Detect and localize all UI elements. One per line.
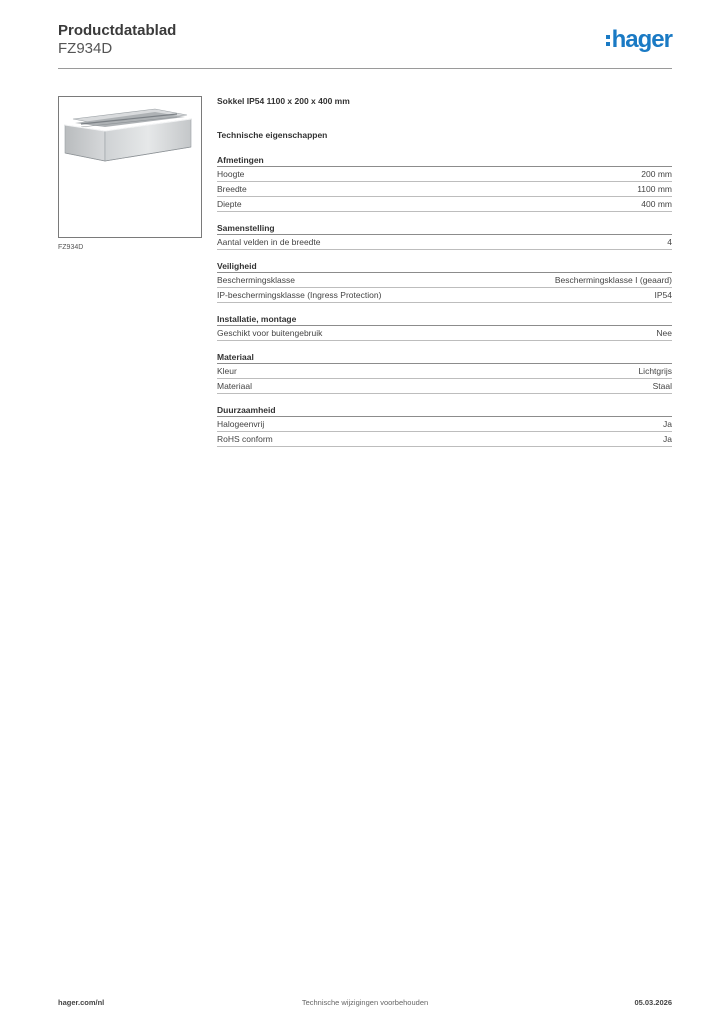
property-row <box>217 364 672 379</box>
page-footer <box>58 998 672 1010</box>
property-label: Geschikt voor buitengebruik <box>217 328 323 338</box>
property-group <box>217 260 672 303</box>
property-value: Ja <box>663 419 672 429</box>
property-group <box>217 404 672 447</box>
property-group <box>217 154 672 212</box>
properties-list <box>217 154 672 447</box>
group-title: Veiligheid <box>217 260 672 273</box>
property-label: Kleur <box>217 366 237 376</box>
property-label: Hoogte <box>217 169 245 179</box>
image-caption: FZ934D <box>58 244 84 251</box>
property-group <box>217 222 672 250</box>
group-title: Materiaal <box>217 351 672 364</box>
page-title: Productdatablad <box>58 22 177 39</box>
group-title: Installatie, montage <box>217 313 672 326</box>
group-title: Samenstelling <box>217 222 672 235</box>
property-row <box>217 182 672 197</box>
property-row <box>217 288 672 303</box>
property-value: 1100 mm <box>637 184 672 194</box>
property-label: Aantal velden in de breedte <box>217 237 321 247</box>
property-value: Beschermingsklasse I (geaard) <box>554 275 672 285</box>
property-label: RoHS conform <box>217 434 273 444</box>
property-row <box>217 235 672 250</box>
group-title: Afmetingen <box>217 154 672 167</box>
property-row <box>217 379 672 394</box>
property-row <box>217 273 672 288</box>
property-value: Lichtgrijs <box>638 366 672 376</box>
property-group <box>217 313 672 341</box>
header-divider <box>58 68 672 69</box>
property-group <box>217 351 672 394</box>
property-label: Halogeenvrij <box>217 419 265 429</box>
property-row <box>217 197 672 212</box>
property-value: 4 <box>667 237 672 247</box>
logo-dots-icon <box>606 35 610 46</box>
property-value: 200 mm <box>641 169 672 179</box>
page-header <box>58 22 672 69</box>
property-value: Ja <box>663 434 672 444</box>
section-title: Technische eigenschappen <box>217 130 328 140</box>
property-label: Diepte <box>217 199 242 209</box>
hager-logo[interactable] <box>606 28 672 52</box>
property-value: IP54 <box>654 290 672 300</box>
product-name: Sokkel IP54 1100 x 200 x 400 mm <box>217 96 350 106</box>
property-value: 400 mm <box>641 199 672 209</box>
property-row <box>217 326 672 341</box>
property-label: Beschermingsklasse <box>217 275 295 285</box>
product-code: FZ934D <box>58 40 113 57</box>
product-image <box>58 96 202 238</box>
property-label: Materiaal <box>217 381 252 391</box>
property-row <box>217 432 672 447</box>
plinth-illustration-icon <box>59 97 201 237</box>
product-details <box>217 96 672 457</box>
group-title: Duurzaamheid <box>217 404 672 417</box>
property-label: IP-beschermingsklasse (Ingress Protection) <box>217 290 382 300</box>
property-value: Staal <box>652 381 672 391</box>
footer-date: 05.03.2026 <box>634 998 672 1007</box>
property-row <box>217 417 672 432</box>
footer-disclaimer: Technische wijzigingen voorbehouden <box>301 998 429 1007</box>
property-value: Nee <box>656 328 672 338</box>
logo-text: hager <box>611 26 672 53</box>
property-row <box>217 167 672 182</box>
footer-website-link[interactable]: hager.com/nl <box>58 998 105 1007</box>
property-label: Breedte <box>217 184 247 194</box>
